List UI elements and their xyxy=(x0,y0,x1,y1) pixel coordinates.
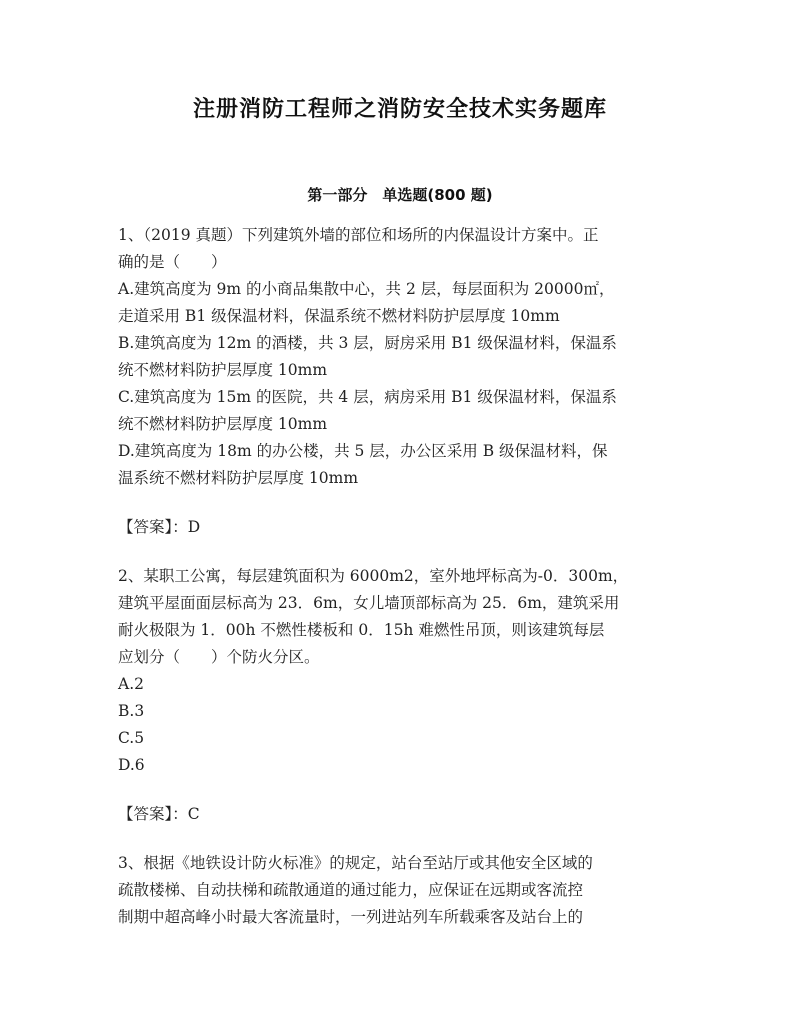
question-stem-line: 确的是（ ） xyxy=(118,253,227,271)
question-stem-line: 耐火极限为 1．00h 不燃性楼板和 0．15h 难燃性吊顶，则该建筑每层 xyxy=(118,621,605,639)
question-stem-line: 应划分（ ）个防火分区。 xyxy=(118,648,320,666)
spacer xyxy=(118,779,688,801)
option-c: C.5 xyxy=(118,729,145,747)
option-a-line: A.建筑高度为 9m 的小商品集散中心，共 2 层，每层面积为 20000㎡， xyxy=(118,280,615,298)
question-stem-line: 制期中超高峰小时最大客流量时，一列进站列车所载乘客及站台上的 xyxy=(118,908,584,926)
document-title: 注册消防工程师之消防安全技术实务题库 xyxy=(192,97,607,122)
answer-2: 【答案】：C xyxy=(118,805,200,823)
section-title: 第一部分 单选题(800 题) xyxy=(307,186,493,204)
question-list xyxy=(118,222,688,931)
option-d: D.6 xyxy=(118,756,145,774)
question-stem-line: 3、根据《地铁设计防火标准》的规定，站台至站厅或其他安全区域的 xyxy=(118,854,593,872)
option-b: B.3 xyxy=(118,702,145,720)
spacer xyxy=(118,492,688,514)
answer-1: 【答案】：D xyxy=(118,518,201,536)
question-stem-line: 疏散楼梯、自动扶梯和疏散通道的通过能力，应保证在远期或客流控 xyxy=(118,881,584,899)
option-d-line: D.建筑高度为 18m 的办公楼，共 5 层，办公区采用 B 级保温材料，保 xyxy=(118,442,608,460)
option-d-line: 温系统不燃材料防护层厚度 10mm xyxy=(118,469,359,487)
question-stem-line: 建筑平屋面面层标高为 23．6m，女儿墙顶部标高为 25．6m，建筑采用 xyxy=(118,594,620,612)
option-c-line: C.建筑高度为 15m 的医院，共 4 层，病房采用 B1 级保温材料，保温系 xyxy=(118,388,617,406)
option-a-line: 走道采用 B1 级保温材料，保温系统不燃材料防护层厚度 10mm xyxy=(118,307,560,325)
option-b-line: B.建筑高度为 12m 的酒楼，共 3 层，厨房采用 B1 级保温材料，保温系 xyxy=(118,334,617,352)
spacer xyxy=(118,828,688,850)
question-3 xyxy=(118,850,688,931)
question-stem-line: 2、某职工公寓，每层建筑面积为 6000m2，室外地坪标高为-0．300m， xyxy=(118,567,629,585)
question-2 xyxy=(118,563,688,779)
option-a: A.2 xyxy=(118,675,144,693)
option-b-line: 统不燃材料防护层厚度 10mm xyxy=(118,361,328,379)
spacer xyxy=(118,541,688,563)
question-stem-line: 1、（2019 真题）下列建筑外墙的部位和场所的内保温设计方案中。正 xyxy=(118,226,599,244)
question-1 xyxy=(118,222,688,492)
option-c-line: 统不燃材料防护层厚度 10mm xyxy=(118,415,328,433)
